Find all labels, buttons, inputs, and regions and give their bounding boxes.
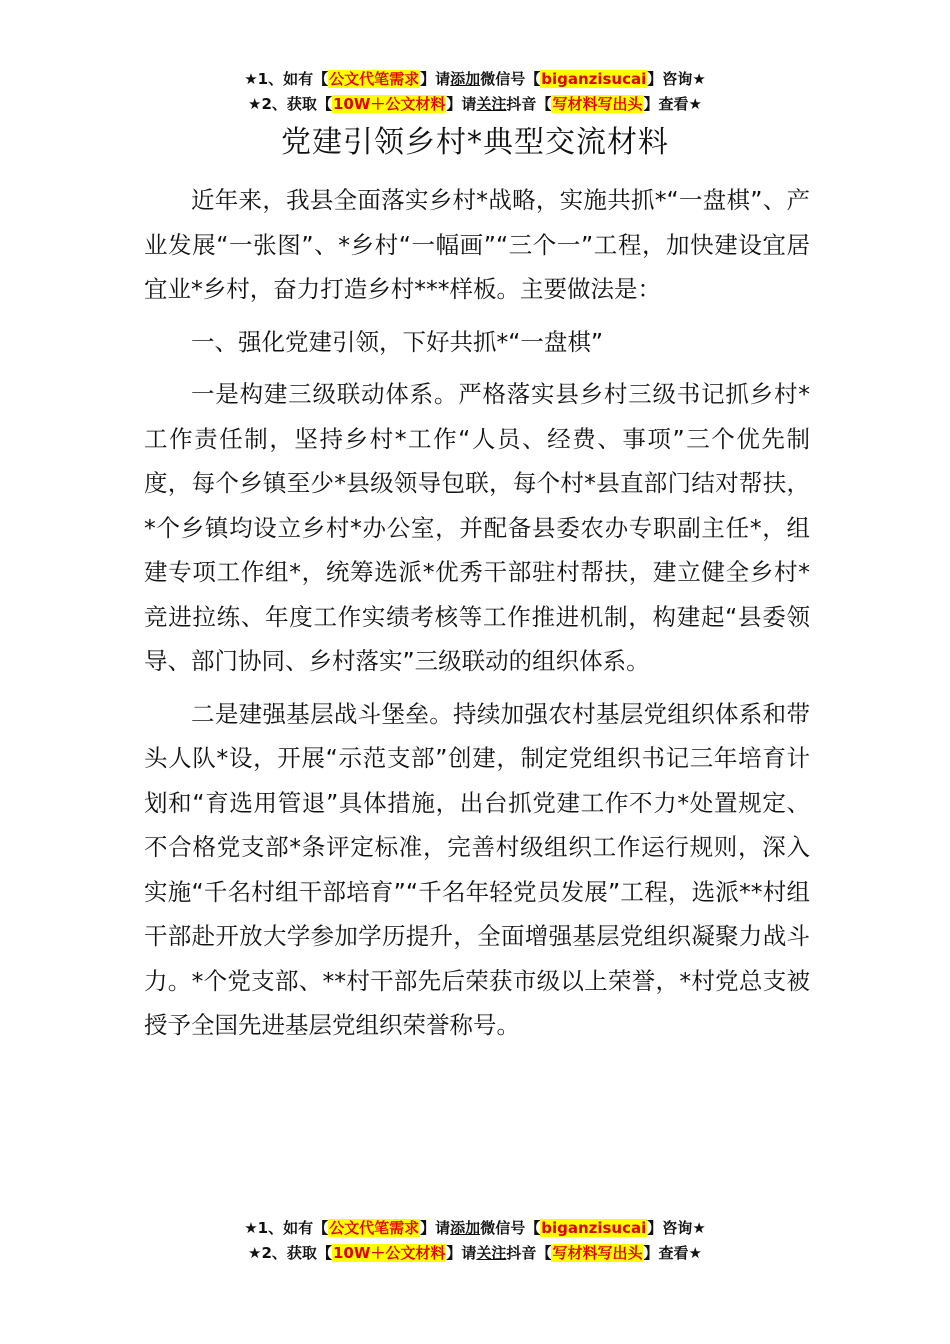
banner-line-1: ★1、如有【公文代笔需求】请添加微信号【biganzisucai】咨询★ [244, 1219, 706, 1237]
underlined-text: 关注 [476, 95, 507, 113]
star-icon: ★ [688, 1244, 702, 1262]
highlight-wechat-id: biganzisucai [541, 1219, 647, 1237]
underlined-text: 添加 [450, 1219, 481, 1237]
banner-text: 1、如有 [257, 70, 314, 88]
section-heading: 一、强化党建引领，下好共抓*“一盘棋” [191, 327, 604, 356]
underlined-text: 关注 [476, 1244, 507, 1262]
highlight-service: 公文代笔需求 [329, 70, 420, 88]
highlight-douyin: 写材料写出头 [552, 1244, 643, 1262]
banner-text: 2、获取 [261, 1244, 317, 1262]
underlined-text: 添加 [450, 70, 481, 88]
banner-line-2: ★2、获取【10W＋公文材料】请关注抖音【写材料写出头】查看★ [248, 1244, 702, 1262]
star-icon: ★ [692, 70, 706, 88]
top-banner [0, 67, 950, 117]
paragraph-item-2: 二是建强基层战斗堡垒。持续加强农村基层党组织体系和带头人队*设，开展“示范支部”创建，制定党组织书记三年培育计划和“育选用管退”具体措施，出台抓党建工作不力*处置规定、不合格党支部*条评定标准，完善村级组织工作运行规则，深入实施“千名村组干部培育”“千名年轻党员发展”工程，选派**村组干部赴开放大学参加学历提升，全面增强基层党组织凝聚力战斗力。*个党支部、**村干部先后荣获市级以上荣誉，*村党总支被授予全国先进基层党组织荣誉称号。 [144, 699, 810, 1039]
star-icon: ★ [692, 1219, 706, 1237]
highlight-wechat-id: biganzisucai [541, 70, 647, 88]
star-icon: ★ [244, 70, 258, 88]
document-title: 党建引领乡村*典型交流材料 [281, 125, 669, 160]
highlight-service: 公文代笔需求 [329, 1219, 420, 1237]
star-icon: ★ [244, 1219, 258, 1237]
banner-line-2: ★2、获取【10W＋公文材料】请关注抖音【写材料写出头】查看★ [248, 95, 702, 113]
highlight-materials: 10W＋公文材料 [332, 1244, 446, 1262]
bottom-banner [0, 1216, 950, 1266]
banner-text: 2、获取 [261, 95, 317, 113]
paragraph-item-1: 一是构建三级联动体系。严格落实县乡村三级书记抓乡村*工作责任制，坚持乡村*工作“人员、经费、事项”三个优先制度，每个乡镇至少*县级领导包联，每个村*县直部门结对帮扶，*个乡镇均设立乡村*办公室，并配备县委农办专职副主任*，组建专项工作组*，统筹选派*优秀干部驻村帮扶，建立健全乡村*竞进拉练、年度工作实绩考核等工作推进机制，构建起“县委领导、部门协同、乡村落实”三级联动的组织体系。 [144, 380, 810, 675]
banner-text: 1、如有 [257, 1219, 314, 1237]
highlight-materials: 10W＋公文材料 [332, 95, 446, 113]
star-icon: ★ [688, 95, 702, 113]
paragraph-intro: 近年来，我县全面落实乡村*战略，实施共抓*“一盘棋”、产业发展“一张图”、*乡村“一幅画”“三个一”工程，加快建设宜居宜业*乡村，奋力打造乡村***样板。主要做法是： [144, 186, 810, 303]
star-icon: ★ [248, 1244, 262, 1262]
banner-line-1: ★1、如有【公文代笔需求】请添加微信号【biganzisucai】咨询★ [244, 70, 706, 88]
document-body [144, 178, 810, 1056]
star-icon: ★ [248, 95, 262, 113]
highlight-douyin: 写材料写出头 [552, 95, 643, 113]
